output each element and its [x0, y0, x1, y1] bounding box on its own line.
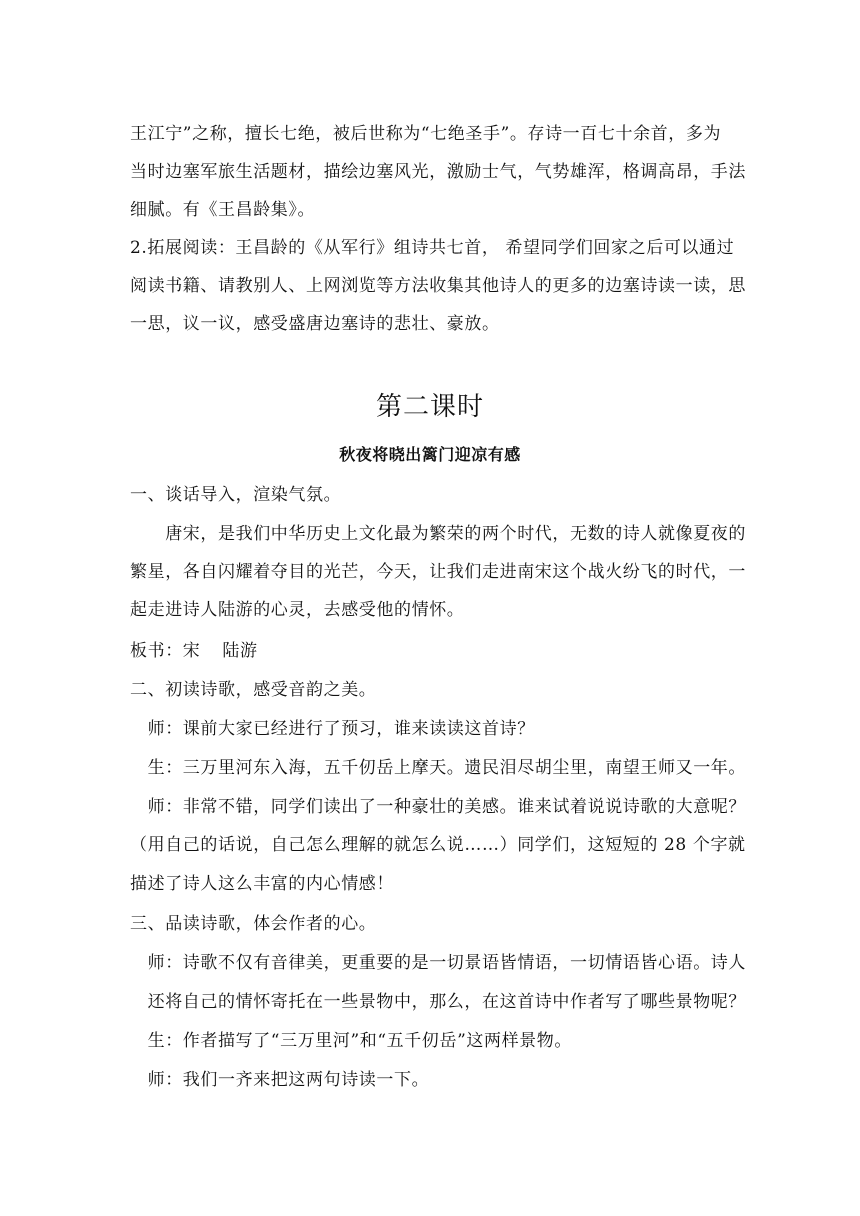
section-1-paragraph-line-3: 起走进诗人陆游的心灵，去感受他的情怀。 — [130, 600, 465, 620]
section-1-heading: 一、谈话导入，渲染气氛。 — [130, 485, 342, 505]
intro-line-3: 细腻。有《王昌龄集》。 — [130, 200, 316, 220]
section-3-heading: 三、品读诗歌，体会作者的心。 — [130, 914, 377, 934]
section-1-paragraph-line-1: 唐宋，是我们中华历史上文化最为繁荣的两个时代，无数的诗人就像夏夜的 — [130, 524, 746, 544]
dialogue-teacher-2-line-2: （用自己的话说，自己怎么理解的就怎么说……）同学们，这短短的 28 个字就 — [130, 835, 746, 855]
poem-title: 秋夜将晓出篱门迎凉有感 — [339, 445, 521, 464]
dialogue-teacher-3-line-2: 还将自己的情怀寄托在一些景物中，那么，在这首诗中作者写了哪些景物呢？ — [130, 992, 746, 1012]
section-1-paragraph-line-2: 繁星，各自闪耀着夺目的光芒，今天，让我们走进南宋这个战火纷飞的时代，一 — [130, 562, 746, 582]
board-label: 板书：宋 — [130, 641, 201, 661]
dialogue-student-1: 生：三万里河东入海，五千仞岳上摩天。遗民泪尽胡尘里，南望王师又一年。 — [130, 758, 746, 778]
dialogue-teacher-1: 师：课前大家已经进行了预习，谁来读读这首诗？ — [130, 719, 535, 739]
extension-line-2: 阅读书籍、请教别人、上网浏览等方法收集其他诗人的更多的边塞诗读一读，思 — [130, 276, 746, 296]
extension-line-1: 2.拓展阅读：王昌龄的《从军行》组诗共七首， 希望同学们回家之后可以通过 — [130, 238, 735, 258]
intro-line-1: 王江宁”之称，擅长七绝，被后世称为“七绝圣手”。存诗一百七十余首，多为 — [130, 124, 722, 144]
dialogue-teacher-3: 师：诗歌不仅有音律美，更重要的是一切景语皆情语，一切情语皆心语。诗人 — [130, 953, 746, 973]
dialogue-teacher-4: 师：我们一齐来把这两句诗读一下。 — [130, 1070, 430, 1090]
dialogue-teacher-2: 师：非常不错，同学们读出了一种豪壮的美感。谁来试着说说诗歌的大意呢？ — [130, 797, 746, 817]
lesson-title: 第二课时 — [375, 392, 484, 422]
extension-line-3: 一思，议一议，感受盛唐边塞诗的悲壮、豪放。 — [130, 314, 500, 334]
board-poet-name: 陆游 — [222, 641, 258, 661]
dialogue-student-2: 生：作者描写了“三万里河”和“五千仞岳”这两样景物。 — [130, 1031, 572, 1051]
board-writing — [130, 639, 258, 663]
section-2-heading: 二、初读诗歌，感受音韵之美。 — [130, 680, 377, 700]
intro-line-2: 当时边塞军旅生活题材，描绘边塞风光，激励士气，气势雄浑，格调高昂，手法 — [130, 162, 746, 182]
dialogue-teacher-2-line-3: 描述了诗人这么丰富的内心情感！ — [130, 874, 394, 894]
